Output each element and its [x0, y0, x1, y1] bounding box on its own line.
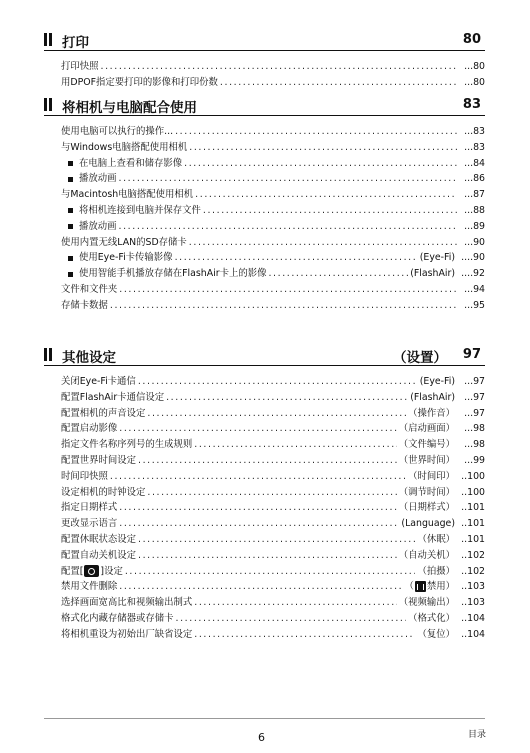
- setting-text: （日期样式）: [398, 502, 455, 514]
- section-page[interactable]: 83: [462, 97, 481, 112]
- leader-dots: [189, 235, 457, 251]
- setting-text: （休眠）: [417, 533, 455, 545]
- entry-page: ..102: [461, 549, 485, 561]
- entry-label-text: 配置[: [61, 565, 84, 577]
- leader-dots: [175, 124, 457, 140]
- toc-entry[interactable]: [44, 548, 485, 564]
- toc-entry[interactable]: [44, 203, 485, 219]
- entry-label: [61, 59, 99, 75]
- entry-setting-name: [399, 548, 455, 564]
- entry-label: [61, 282, 117, 298]
- entry-page: ..102: [461, 565, 485, 577]
- entry-page: ...83: [464, 141, 485, 153]
- toc-entry[interactable]: [44, 390, 485, 406]
- section-print: [44, 30, 485, 91]
- entry-page: ....90: [461, 252, 485, 264]
- leader-dots: [194, 627, 415, 643]
- setting-text: （自动关机）: [398, 549, 455, 561]
- toc-entry[interactable]: [44, 564, 485, 580]
- setting-prefix: （: [404, 581, 414, 593]
- bullet-icon: [68, 272, 73, 277]
- setting-text: （格式化）: [408, 612, 455, 624]
- entry-label-text: 使用电脑可以执行的操作...: [61, 126, 174, 137]
- entry-setting-name: [420, 374, 455, 390]
- leader-dots: [175, 250, 418, 266]
- entry-label-text: 指定日期样式: [61, 502, 118, 514]
- leader-dots: [166, 390, 408, 406]
- setting-text: (FlashAir): [410, 391, 455, 403]
- entry-page: ...86: [464, 173, 485, 185]
- entry-label: [61, 75, 218, 91]
- entry-label: [61, 374, 136, 390]
- toc-entry[interactable]: [44, 187, 485, 203]
- section-subtitle: （设置）: [393, 350, 447, 366]
- entry-setting-name: [410, 390, 455, 406]
- setting-text: （操作音）: [408, 407, 455, 419]
- entry-setting-name: [408, 469, 455, 485]
- toc-entry[interactable]: [44, 298, 485, 314]
- entry-label-text: 将相机连接到电脑并保存文件: [79, 204, 201, 216]
- toc-entry[interactable]: [44, 437, 485, 453]
- entry-label-text: 禁用文件删除: [61, 581, 118, 593]
- entry-page: ..103: [461, 581, 485, 593]
- entry-page: ...95: [464, 299, 485, 311]
- footer-divider: [44, 718, 485, 719]
- leader-dots: [119, 282, 457, 298]
- entry-setting-name: [417, 627, 455, 643]
- toc-entry[interactable]: [44, 250, 485, 266]
- entry-page: ..103: [461, 597, 485, 609]
- leader-dots: [138, 453, 397, 469]
- entry-setting-name: [399, 421, 455, 437]
- leader-dots: [119, 219, 457, 235]
- toc-entry[interactable]: [44, 266, 485, 282]
- leader-dots: [194, 595, 396, 611]
- entry-label: [61, 500, 117, 516]
- entry-page: ..100: [461, 486, 485, 498]
- entry-label: [61, 532, 136, 548]
- setting-text: （世界时间）: [398, 454, 455, 466]
- entry-label-text: 存储卡数据: [61, 299, 108, 311]
- leader-dots: [125, 564, 416, 580]
- entry-setting-name: [404, 579, 455, 595]
- entry-label: [61, 298, 108, 314]
- entry-label: [61, 516, 117, 532]
- entry-label-text: 播放动画: [79, 220, 117, 232]
- entry-label-text: 配置相机的声音设定: [61, 407, 146, 419]
- leader-dots: [203, 203, 457, 219]
- leader-dots: [176, 611, 407, 627]
- entry-label: [61, 124, 173, 140]
- entry-label-text: 在电脑上查看和储存影像: [79, 157, 183, 169]
- section-header: [44, 345, 485, 366]
- leader-dots: [119, 516, 399, 532]
- entry-label-text: 指定文件名称序列号的生成规则: [61, 439, 193, 451]
- toc-entry[interactable]: [44, 171, 485, 187]
- entry-label-text: 播放动画: [79, 173, 117, 185]
- setting-text: 禁用）: [426, 581, 455, 593]
- toc-entry[interactable]: [44, 406, 485, 422]
- entry-setting-name: [420, 250, 455, 266]
- footer-label: 目录: [467, 730, 486, 740]
- entry-setting-name: [408, 611, 455, 627]
- leader-dots: [119, 421, 396, 437]
- leader-dots: [147, 406, 406, 422]
- leader-dots: [101, 59, 457, 75]
- section-bar-icon: [44, 98, 57, 111]
- entry-label-text: 将相机重设为初始出厂缺省设定: [61, 628, 193, 640]
- toc-entry[interactable]: [44, 421, 485, 437]
- setting-text: （调节时间）: [398, 486, 455, 498]
- entry-label-text: 更改显示语言: [61, 518, 118, 530]
- setting-text: （复位）: [417, 628, 455, 640]
- entry-page: ...94: [464, 283, 485, 295]
- section-other-settings: [44, 345, 485, 643]
- bullet-icon: [68, 256, 73, 261]
- trash-icon: [415, 581, 426, 592]
- leader-dots: [119, 579, 402, 595]
- toc-entry[interactable]: [44, 156, 485, 172]
- entry-label: [61, 390, 164, 406]
- bullet-icon: [68, 224, 73, 229]
- entry-label-text: 用DPOF指定要打印的影像和打印份数: [61, 76, 218, 88]
- toc-entry[interactable]: [44, 579, 485, 595]
- entry-setting-name: [399, 453, 455, 469]
- leader-dots: [194, 437, 396, 453]
- toc-entry[interactable]: [44, 516, 485, 532]
- entry-page: ..101: [461, 518, 485, 530]
- toc-entry[interactable]: [44, 124, 485, 140]
- entry-label: [79, 219, 117, 235]
- leader-dots: [147, 485, 396, 501]
- entry-page: ...97: [464, 391, 485, 403]
- toc-entry[interactable]: [44, 627, 485, 643]
- entry-page: ...88: [464, 204, 485, 216]
- entry-label: [61, 469, 108, 485]
- toc-entry[interactable]: [44, 75, 485, 91]
- entry-label-text: 使用Eye-Fi卡传输影像: [79, 252, 173, 264]
- toc-entry[interactable]: [44, 374, 485, 390]
- entry-label: [61, 406, 145, 422]
- leader-dots: [138, 548, 397, 564]
- entry-label: [79, 266, 266, 282]
- setting-text: (FlashAir): [410, 268, 455, 280]
- entry-label: [61, 187, 193, 203]
- entry-label-text: 配置世界时间设定: [61, 454, 137, 466]
- section-header: [44, 95, 485, 116]
- entry-page: ...97: [464, 376, 485, 387]
- entry-label-text: 选择画面宽高比和视频输出制式: [61, 597, 193, 609]
- toc-entry[interactable]: [44, 532, 485, 548]
- toc-entry[interactable]: [44, 140, 485, 156]
- entry-label-text: 格式化内藏存储器或存储卡: [61, 612, 174, 624]
- entry-label-text: 配置FlashAir卡通信设定: [61, 391, 165, 403]
- entry-label-text: 配置休眠状态设定: [61, 533, 137, 545]
- entry-label: [61, 595, 192, 611]
- toc-entry[interactable]: [44, 219, 485, 235]
- entry-list: [44, 124, 485, 314]
- entry-page: ...80: [464, 76, 485, 88]
- section-page[interactable]: 80: [462, 32, 481, 47]
- bullet-icon: [68, 177, 73, 182]
- entry-page: ...90: [464, 236, 485, 248]
- entry-label-text: 设定相机的时钟设定: [61, 486, 146, 498]
- leader-dots: [268, 266, 408, 282]
- setting-text: （文件编号）: [398, 439, 455, 451]
- entry-label: [61, 235, 187, 251]
- entry-label-text: 时间印快照: [61, 470, 108, 482]
- entry-label-text: 与Macintosh电脑搭配使用相机: [61, 189, 194, 201]
- section-header: [44, 30, 485, 51]
- entry-label: [79, 171, 117, 187]
- leader-dots: [138, 532, 415, 548]
- entry-label: [79, 250, 173, 266]
- entry-page: ..104: [461, 612, 485, 624]
- leader-dots: [184, 156, 457, 172]
- camera-icon: [84, 565, 99, 577]
- toc-entry[interactable]: [44, 282, 485, 298]
- entry-label: [61, 485, 145, 501]
- entry-label-text: 关闭Eye-Fi卡通信: [61, 376, 136, 387]
- setting-text: (Language): [401, 518, 455, 530]
- entry-label-text: 配置自动关机设定: [61, 549, 137, 561]
- toc-entry[interactable]: [44, 500, 485, 516]
- section-page[interactable]: 97: [462, 347, 481, 362]
- entry-label: [79, 203, 201, 219]
- footer-page-number: 6: [258, 731, 265, 744]
- entry-page: ..100: [461, 470, 485, 482]
- entry-label: [61, 579, 117, 595]
- toc-entry[interactable]: [44, 595, 485, 611]
- entry-label: [61, 548, 136, 564]
- entry-page: ...97: [464, 407, 485, 419]
- entry-page: ..101: [461, 533, 485, 545]
- bullet-icon: [68, 161, 73, 166]
- entry-label-text: 配置启动影像: [61, 423, 118, 435]
- leader-dots: [220, 75, 457, 91]
- section-bar-icon: [44, 348, 57, 361]
- entry-page: ...84: [464, 157, 485, 169]
- toc-entry[interactable]: [44, 611, 485, 627]
- section-computer: [44, 95, 485, 314]
- entry-setting-name: [417, 564, 455, 580]
- leader-dots: [119, 500, 396, 516]
- setting-text: (Eye-Fi): [419, 252, 455, 264]
- toc-entry[interactable]: [44, 469, 485, 485]
- entry-label-text: 使用智能手机播放存储在FlashAir卡上的影像: [79, 268, 267, 280]
- setting-text: （启动画面）: [398, 423, 455, 435]
- entry-page: ...87: [464, 189, 485, 201]
- setting-text: （拍摄）: [417, 565, 455, 577]
- entry-label: [61, 421, 117, 437]
- toc-entry[interactable]: [44, 485, 485, 501]
- entry-setting-name: [399, 500, 455, 516]
- section-title: 将相机与电脑配合使用: [62, 100, 197, 116]
- setting-text: (Eye-Fi): [419, 376, 455, 387]
- leader-dots: [138, 374, 418, 390]
- entry-label-text: 文件和文件夹: [61, 283, 118, 295]
- leader-dots: [119, 171, 457, 187]
- entry-page: ..104: [461, 628, 485, 640]
- entry-label-text: 与Windows电脑搭配使用相机: [61, 141, 188, 153]
- leader-dots: [195, 187, 457, 203]
- leader-dots: [189, 140, 457, 156]
- entry-page: ..101: [461, 502, 485, 514]
- bullet-icon: [68, 208, 73, 213]
- entry-setting-name: [399, 485, 455, 501]
- setting-text: （时间印）: [408, 470, 455, 482]
- entry-page: ...98: [464, 439, 485, 451]
- toc-entry[interactable]: [44, 453, 485, 469]
- entry-page: ...99: [464, 454, 485, 466]
- entry-label: [61, 437, 192, 453]
- entry-page: ...89: [464, 220, 485, 232]
- entry-setting-name: [399, 437, 455, 453]
- entry-label: [79, 156, 182, 172]
- toc-entry[interactable]: [44, 235, 485, 251]
- entry-label: [61, 564, 123, 580]
- setting-text: （视频输出）: [398, 597, 455, 609]
- entry-page: ....92: [461, 268, 485, 280]
- entry-setting-name: [408, 406, 455, 422]
- leader-dots: [110, 469, 406, 485]
- entry-setting-name: [399, 595, 455, 611]
- leader-dots: [110, 298, 457, 314]
- entry-label-suffix: ]设定: [100, 565, 123, 577]
- entry-label: [61, 453, 136, 469]
- toc-entry[interactable]: [44, 59, 485, 75]
- entry-label: [61, 140, 187, 156]
- entry-setting-name: [417, 532, 455, 548]
- section-bar-icon: [44, 33, 57, 46]
- entry-page: ...83: [464, 126, 485, 137]
- section-title: 打印: [62, 35, 89, 51]
- entry-setting-name: [410, 266, 455, 282]
- entry-setting-name: [401, 516, 455, 532]
- entry-label-text: 使用内置无线LAN的SD存储卡: [61, 236, 187, 248]
- entry-list: [44, 374, 485, 643]
- entry-page: ...80: [464, 61, 485, 72]
- entry-label: [61, 611, 174, 627]
- entry-label-text: 打印快照: [61, 61, 99, 72]
- entry-list: [44, 59, 485, 91]
- entry-page: ...98: [464, 423, 485, 435]
- entry-label: [61, 627, 192, 643]
- section-title: 其他设定: [62, 350, 116, 366]
